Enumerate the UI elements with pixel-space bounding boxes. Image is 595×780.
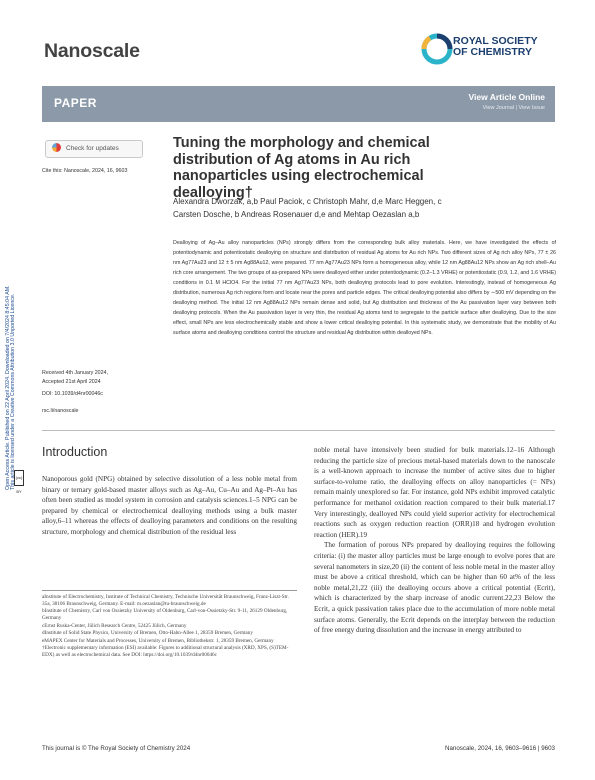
authors-line-1: Alexandra Dworzak, a,b Paul Paciok, c Christoph Mahr, d,e Marc Heggen, c xyxy=(173,197,442,206)
affiliation-c: cErnst Ruska-Center, Jülich Research Centre, 52425 Jülich, Germany xyxy=(42,622,187,629)
publisher-logo-text xyxy=(453,36,538,57)
author-list xyxy=(173,195,563,221)
journal-url-link[interactable]: rsc.li/nanoscale xyxy=(42,408,79,414)
affiliations xyxy=(42,594,297,659)
footer-page-info: Nanoscale, 2024, 16, 9603–9616 | 9603 xyxy=(445,745,555,752)
received-date: Received 4th January 2024, xyxy=(42,370,108,376)
cc-license-icon[interactable]: (cc) BY xyxy=(14,470,24,486)
affiliation-d: dInstitute of Solid State Physics, University of Bremen, Otto-Hahn-Allee 1, 28359 Bremen, Germany xyxy=(42,630,253,637)
paragraph-2: The formation of porous NPs prepared by dealloying requires the following criteria: (i) the master alloy particles must be large enough to evolve pores that are several nanometers in size,20 (ii) the content of less noble metal in the master alloy must be above a critical threshold, which can be higher than 60 at% of the less noble metal,21,22 (iii) the dealloying occurs above a critical potential (Ecrit), which is characterized by the sharp increase of anodic current.22,23 Below the Ecrit, a quick passivation takes place due to the accumulation of more noble metal surface atoms. Generally, the Ecrit depends on the interplay between the reduction of free energy during dissolution and the increase in energy attributed to xyxy=(314,541,555,635)
citation-line: Cite this: Nanoscale, 2024, 16, 9603 xyxy=(42,168,128,174)
journal-issue-links[interactable]: View Journal | View Issue xyxy=(482,105,545,111)
affiliation-b: bInstitute of Chemistry, Carl von Ossietzky University of Oldenburg, Carl-von-Ossietzky-Str. 9-11, 26129 Oldenburg, Germany xyxy=(42,608,288,622)
paragraph-1: noble metal have intensively been studied for bulk materials.12–16 Although reducing the particle size of precious metal-based materials down to the nanoscale is a well-known approach to increase the number of active sites due to higher surface-to-volume ratio, the dealloying effects on alloy nanoparticles (= NPs) remain mainly unexplored so far. For instance, gold NPs exhibit improved catalytic performance for methanol oxidation reaction compared to their bulk material.17 Very interestingly, dealloyed NPs could yield superior activity for electrochemical reactions such as oxygen reduction reaction (ORR)18 and hydrogen evolution reaction (HER).19 xyxy=(314,446,555,539)
affiliation-a: aInstitute of Electrochemistry, Institute of Technical Chemistry, Technische Universität Braunschweig, Franz-Liszt-Str. 35a, 38106 Braunschweig, Germany. E-mail: m.oezaslan@tu-braunschweig.de xyxy=(42,594,289,607)
footnote-divider xyxy=(42,590,297,591)
footer-copyright: This journal is © The Royal Society of Chemistry 2024 xyxy=(42,745,191,752)
check-for-updates-button[interactable] xyxy=(45,140,143,158)
affiliation-e: eMAPEX Center for Materials and Processes, University of Bremen, Bibliothekstr. 1, 28359 Bremen, Germany xyxy=(42,637,274,644)
doi-link[interactable]: DOI: 10.1039/d4nr00046c xyxy=(42,391,103,397)
licence-note[interactable]: This article is licensed under a Creative Commons Attribution 3.0 Unported Licence. xyxy=(10,293,17,490)
accepted-date: Accepted 21st April 2024 xyxy=(42,378,101,385)
check-updates-label: Check for updates xyxy=(66,145,119,152)
journal-name: Nanoscale xyxy=(44,40,140,62)
received-dates xyxy=(42,369,108,386)
logo-line-2: OF CHEMISTRY xyxy=(453,45,532,58)
article-type: PAPER xyxy=(54,96,97,110)
crossmark-icon xyxy=(52,143,61,152)
abstract: Dealloying of Ag–Au alloy nanoparticles (NPs) strongly differs from the corresponding bulk alloy materials. Here, we have investigated the effects of potentiodynamic and potentiostatic dealloying on structure and distribution of residual Ag atoms for Au rich NPs. Two different sizes of Ag rich alloy NPs, 77 ± 26 nm Ag77Au23 and 12 ± 5 nm Ag88Au12, were prepared. 77 nm Ag77Au23 NPs form a homogeneous alloy, while 12 nm Ag88Au12 NPs show an Ag rich shell–Au rich core arrangement. The two groups of as-prepared NPs were dealloyed either under potentiodynamic (0.2–1.3 VRHE) or potentiostatic (0.9, 1.2, and 1.6 VRHE) conditions in 0.1 M HClO4. For the initial 77 nm Ag77Au23 NPs, both dealloying protocols lead to pore evolution. Interestingly, instead of homogeneous Ag distribution, numerous Ag rich regions form and locate near the pores and particle edges. The critical dealloying potential also differs by ∼500 mV depending on the dealloying method. The initial 12 nm Ag88Au12 NPs remain dense and solid, but Ag distribution and thickness of the Au passivation layer vary between both dealloying protocols. When the Au passivation layer is very thin, the residual Ag atoms tend to segregate to the particle surface after dealloying. Due to the size effect, small NPs are less electrochemically stable and show a lower critical dealloying potential. In this systematic study, we demonstrate that the mobility of Au surface atoms and dealloying conditions control the structure and residual Ag distribution within dealloyed NPs. xyxy=(173,240,556,336)
body-column-left: Nanoporous gold (NPG) obtained by selective dissolution of a less noble metal from binary or ternary gold-based master alloys such as Ag–Au, Cu–Au and Ag–Pt–Au has often been studied as model system in corrosion and catalysis sciences.1–5 NPG can be prepared by chemical or electrochemical dealloying methods using a bulk master alloy,6–11 whereas the effects of dealloying parameters and conditions on the resulting structure, morphology and chemical distribution of the residual less xyxy=(42,475,297,536)
body-column-right xyxy=(314,445,555,636)
view-article-online-link[interactable]: View Article Online xyxy=(468,92,545,102)
logo-line-1: ROYAL SOCIETY xyxy=(453,35,538,47)
article-title: Tuning the morphology and chemical distribution of Ag atoms in Au rich nanoparticles using electrochemical dealloying† xyxy=(173,135,430,201)
open-access-sidebar xyxy=(6,150,16,490)
article-type-banner xyxy=(42,86,555,122)
authors-line-2: Carsten Dosche, b Andreas Rosenauer d,e and Mehtap Oezaslan a,b xyxy=(173,210,420,219)
esi-note[interactable]: †Electronic supplementary information (ESI) available: Figures to additional structural analysis (XRD, XPS, (S)TEM-EDX) as well as electrochemical data. See DOI: https://doi.org/10.1039/d4nr00046c xyxy=(42,645,289,658)
section-divider xyxy=(42,430,555,431)
open-access-note[interactable]: Open Access Article. Published on 22 April 2024. Downloaded on 7/4/2024 8:45:04 AM. xyxy=(5,285,11,490)
introduction-heading: Introduction xyxy=(42,445,108,459)
